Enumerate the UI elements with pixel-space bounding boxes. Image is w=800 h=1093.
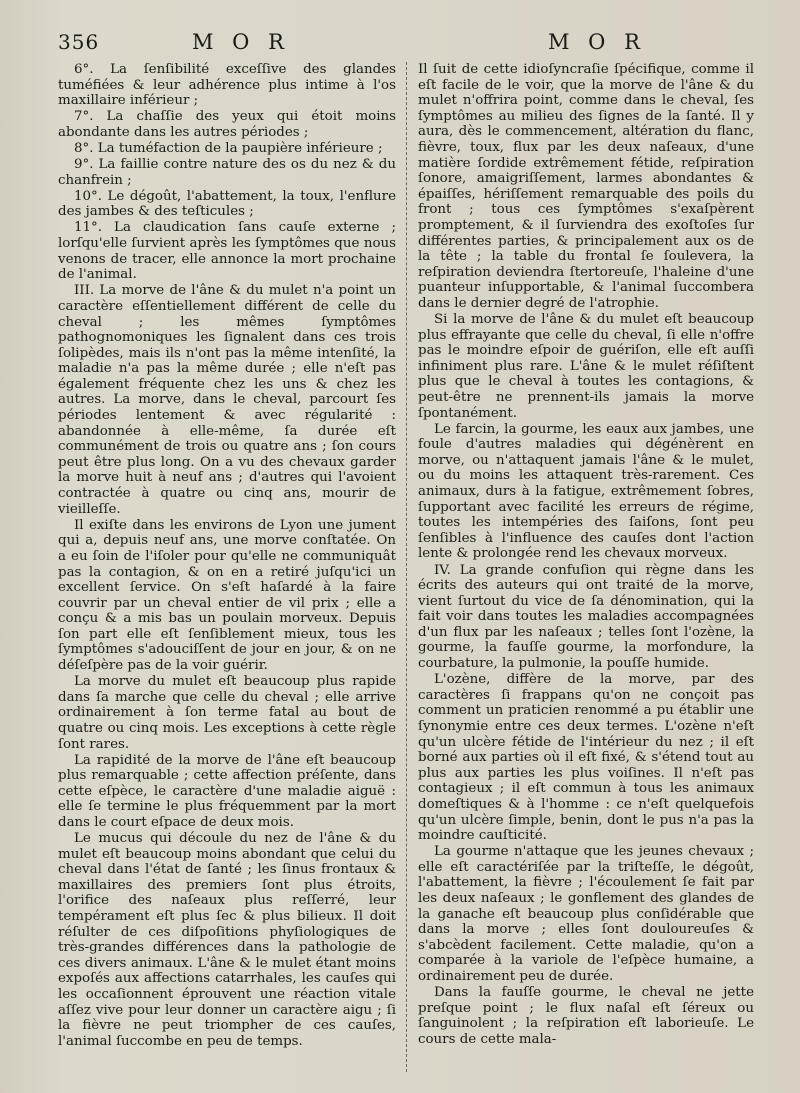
paragraph: Dans la fauſſe gourme, le cheval ne jette preſque point ; le flux naſal eſt ſéreux ou ſanguinolent ; la reſpiration eſt laborieuſe. Le cours de cette mala- [418, 985, 754, 1047]
right-column [418, 62, 754, 1087]
paragraph: III. La morve de l'âne & du mulet n'a point un caractère eſſentiellement différent de celle du cheval ; les mêmes ſymptômes pathognomoniques les ſignalent dans ces trois ſolipèdes, mais ils n'ont pas la même intenſité, la maladie n'a pas la même durée ; elle n'eſt pas également fréquente chez les uns & chez les autres. La morve, dans le cheval, parcourt ſes périodes lentement & avec régularité : abandonnée à elle-même, ſa durée eſt communément de trois ou quatre ans ; ſon cours peut être plus long. On a vu des chevaux garder la morve huit à neuf ans ; d'autres qui l'avoient contractée à quatre ou cinq ans, mourir de vieilleſſe. [58, 283, 396, 517]
paragraph: La gourme n'attaque que les jeunes chevaux ; elle eſt caractériſée par la triſteſſe, le dégoût, l'abattement, la fièvre ; l'écoulement ſe fait par les deux naſeaux ; le gonflement des glandes de la ganache eſt beaucoup plus conſidérable que dans la morve ; elles ſont douloureuſes & s'abcèdent facilement. Cette maladie, qu'on a comparée à la variole de l'eſpèce humaine, a ordinairement peu de durée. [418, 844, 754, 984]
paragraph: Le mucus qui découle du nez de l'âne & du mulet eſt beaucoup moins abondant que celui du cheval dans l'état de ſanté ; les ſinus frontaux & maxillaires des premiers ſont plus étroits, l'orifice des naſeaux plus reſſerré, leur tempérament eſt plus ſec & plus bilieux. Il doit réſulter de ces diſpoſitions phyſiologiques de très-grandes différences dans la pathologie de ces divers animaux. L'âne & le mulet étant moins expoſés aux affections catarrhales, les cauſes qui les occaſionnent éprouvent une réaction vitale aſſez vive pour leur donner un caractère aigu ; ſi la fièvre ne peut triompher de ces cauſes, l'animal ſuccombe en peu de temps. [58, 831, 396, 1049]
paragraph: Le farcin, la gourme, les eaux aux jambes, une foule d'autres maladies qui dégénèrent en morve, ou n'attaquent jamais l'âne & le mulet, ou du moins les attaquent très-rarement. Ces animaux, durs à la fatigue, extrêmement ſobres, ſupportant avec facilité les erreurs de régime, toutes les intempéries des ſaiſons, ſont peu ſenſibles à l'influence des cauſes dont l'action lente & prolongée rend les chevaux morveux. [418, 421, 754, 562]
paragraph: 9°. La faillie contre nature des os du nez & du chanfrein ; [58, 157, 396, 188]
paragraph: 6°. La ſenſibilité exceſſive des glandes tuméfiées & leur adhérence plus intime à l'os maxillaire inférieur ; [58, 62, 396, 109]
paragraph: 11°. La claudication ſans cauſe externe ; lorſqu'elle ſurvient après les ſymptômes que nous venons de tracer, elle annonce la mort prochaine de l'animal. [58, 220, 396, 283]
paragraph: 7°. La chaſſie des yeux qui étoit moins abondante dans les autres périodes ; [58, 109, 396, 140]
paragraph: 8°. La tuméfaction de la paupière inférieure ; [74, 140, 383, 156]
paragraph: Si la morve de l'âne & du mulet eſt beaucoup plus effrayante que celle du cheval, ſi elle n'offre pas le moindre eſpoir de guériſon, elle eſt auſſi infiniment plus rare. L'âne & le mulet réſiſtent plus que le cheval à toutes les contagions, & peut-être ne prennent-ils jamais la morve ſpontanément. [418, 312, 754, 421]
left-column [58, 62, 396, 1087]
column-divider [406, 62, 407, 1072]
running-head-left: M O R [192, 30, 290, 54]
page-header [0, 30, 800, 58]
paragraph: 10°. Le dégoût, l'abattement, la toux, l'enflure des jambes & des teſticules ; [58, 188, 396, 220]
paragraph: Il ſuit de cette idioſyncraſie ſpécifique, comme il eſt facile de le voir, que la morve de l'âne & du mulet n'offrira point, comme dans le cheval, ſes ſymptômes au milieu des ſignes de la ſanté. Il y aura, dès le commencement, altération du flanc, fièvre, toux, flux par les deux naſeaux, d'une matière ſordide extrêmement fétide, reſpiration ſonore, amaigriſſement, larmes abondantes & épaiſſes, hériſſement remarquable des poils du front ; tous ces ſymptômes s'exaſpèrent promptement, & il ſurviendra des exoſtoſes ſur différentes parties, & principalement aux os de la tête ; la table du frontal ſe ſoulevera, la reſpiration deviendra ſtertoreuſe, l'haleine d'une puanteur inſupportable, & l'animal ſuccombera dans le dernier degré de l'atrophie. [418, 62, 754, 311]
running-head-right: M O R [548, 30, 646, 54]
paragraph: L'ozène, diffère de la morve, par des caractères ſi frappans qu'on ne conçoit pas comment un praticien renommé a pu établir une ſynonymie entre ces deux termes. L'ozène n'eſt qu'un ulcère fétide de l'intérieur du nez ; il eſt borné aux parties où il eſt fixé, & s'étend tout au plus aux parties les plus voiſines. Il n'eſt pas contagieux ; il eſt commun à tous les animaux domeſtiques & à l'homme : ce n'eſt quelquefois qu'un ulcère ſimple, benin, dont le pus n'a pas la moindre cauſticité. [418, 672, 754, 844]
paragraph: IV. La grande confuſion qui règne dans les écrits des auteurs qui ont traité de la morve, vient ſurtout du vice de ſa dénomination, qui la fait voir dans toutes les maladies accompagnées d'un flux par les naſeaux ; telles ſont l'ozène, la gourme, la fauſſe gourme, la morfondure, la courbature, la pulmonie, la pouſſe humide. [418, 562, 754, 672]
paragraph: La rapidité de la morve de l'âne eſt beaucoup plus remarquable ; cette affection préſente, dans cette eſpèce, le caractère d'une maladie aiguë : elle ſe termine le plus fréquemment par la mort dans le court eſpace de deux mois. [58, 752, 396, 830]
page-number: 356 [58, 30, 100, 54]
paragraph: La morve du mulet eſt beaucoup plus rapide dans ſa marche que celle du cheval ; elle arrive ordinairement à ſon terme fatal au bout de quatre ou cinq mois. Les exceptions à cette règle ſont rares. [58, 674, 396, 752]
paragraph: Il exiſte dans les environs de Lyon une jument qui a, depuis neuf ans, une morve conſtatée. On a eu ſoin de l'iſoler pour qu'elle ne communiquât pas la contagion, & on en a retiré juſqu'ici un excellent ſervice. On s'eſt haſardé à la faire couvrir par un cheval entier de vil prix ; elle a conçu & a mis bas un poulain morveux. Depuis ſon part elle eſt ſenſiblement mieux, tous les ſymptômes s'adouciſſent de jour en jour, & on ne déſeſpère pas de la voir guérir. [58, 517, 396, 674]
